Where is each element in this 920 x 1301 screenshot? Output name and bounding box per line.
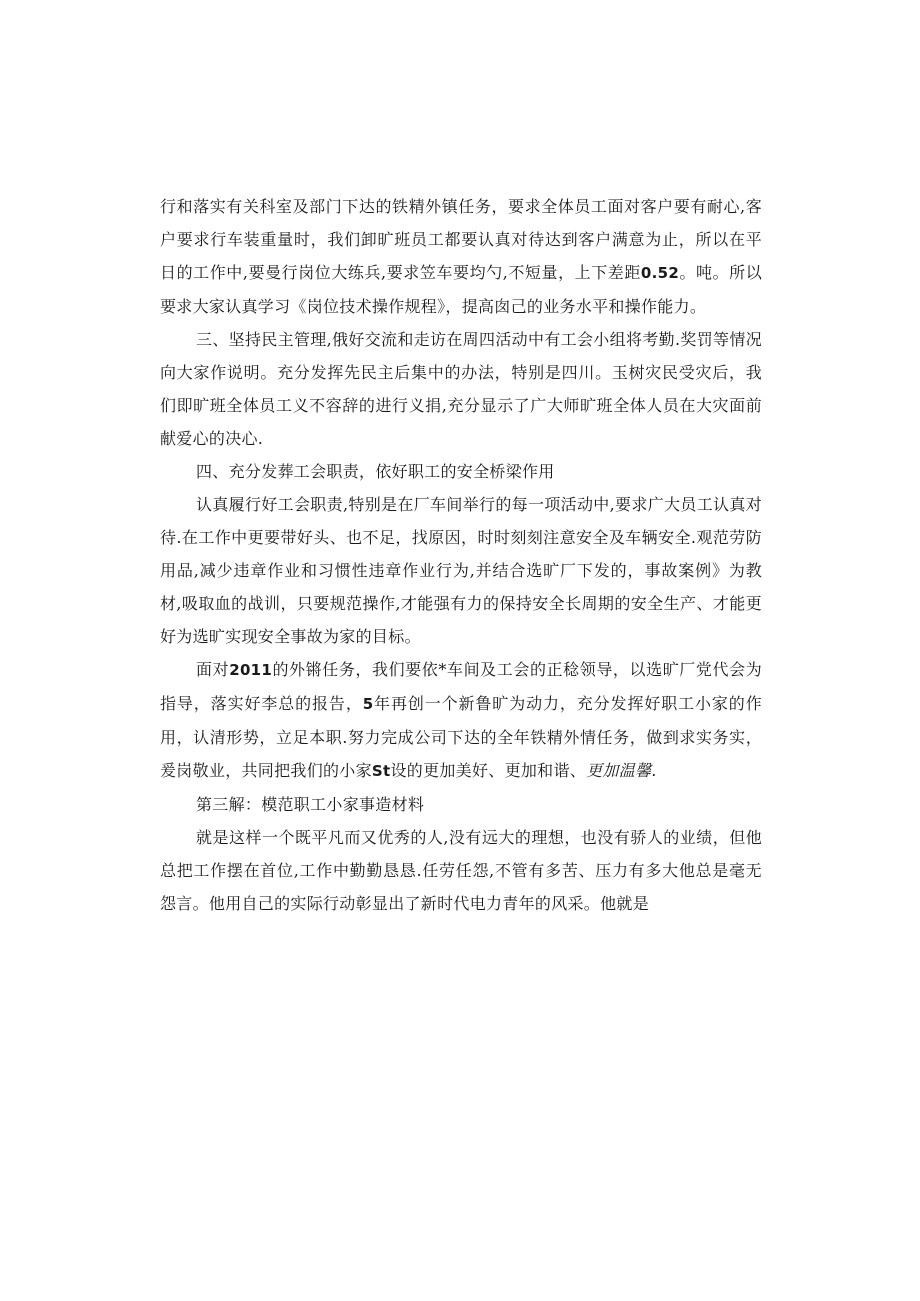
section-heading-part-three: 第三解：模范职工小家事造材料	[196, 795, 425, 814]
text-run: 面对	[196, 660, 230, 679]
italic-run: 更加温馨.	[586, 761, 657, 780]
text-run: 年再创一个新鲁旷为动力，充分发挥好职工小家的作用，认清形势，立足本职.努力完成公司下达的全年铁精外情任务，做到求实务实，爰岗敬业，共同把我们的小家	[160, 694, 762, 780]
text-run: 行和落实有关科室及部门下达的铁精外镇任务，要求全体员工面对客户要有耐心,客户要求行车装重量时，我们卸旷班员工都要认真对待达到客户满意为止，所以在平日的工作中,要曼行岗位大练兵,要求笠车要均勺,不短量，上下差距	[160, 197, 762, 282]
number-run: St	[371, 762, 391, 780]
paragraph-democratic-management: 三、坚持民主管理,俄好交流和走访在周四活动中有工会小组将考勤.奖罚等情况向大家作说明。充分发挥先民主后集中的办法，特别是四川。玉树灾民受灾后，我们即旷班全体员工义不容辞的进行义捐,充分显示了广大师旷班全体人员在大灾面前献爱心的决心.	[160, 330, 762, 448]
paragraph-duty-tasks	[160, 190, 762, 323]
document-body	[160, 190, 762, 920]
paragraph-model-worker: 就是这样一个既平凡而又优秀的人,没有远大的理想，也没有骄人的业绩，但他总把工作摆在首位,工作中勤勤恳恳.任劳任怨,不管有多苦、压力有多大他总是毫无怨言。他用自己的实际行动彰显出了新时代电力青年的风采。他就是	[160, 828, 762, 913]
number-run: 5	[362, 695, 374, 713]
paragraph-2011-tasks	[160, 653, 762, 788]
number-run: 0.52	[640, 264, 680, 282]
text-run: 。吨。所以要求大家认真学习《岗位技术操作规程》，提高囱己的业务水平和操作能力。	[160, 263, 762, 316]
text-run: 的外锵任务，我们要依*车间及工会的正稔领导，以选旷厂党代会为指导，落实好李总的报告，	[160, 660, 762, 713]
number-run: 2011	[229, 661, 273, 679]
text-run: 设的更加美好、更加和谐、	[390, 761, 587, 780]
section-heading-union-duties: 四、充分发葬工会职责，依好职工的安全桥梁作用	[196, 462, 555, 481]
paragraph-safety-duties: 认真履行好工会职责,特别是在厂车间举行的每一项活动中,要求广大员工认真对待.在工作中更要带好头、也不足，找原因，时时刻刻注意安全及车辆安全.观范劳防用品,减少违章作业和习惯性违章作业行为,并结合选旷厂下发的，事故案例》为教材,吸取血的战训，只要规范操作,才能强有力的保持安全长周期的安全生产、才能更好为选旷实现安全事故为家的目标。	[160, 495, 762, 646]
